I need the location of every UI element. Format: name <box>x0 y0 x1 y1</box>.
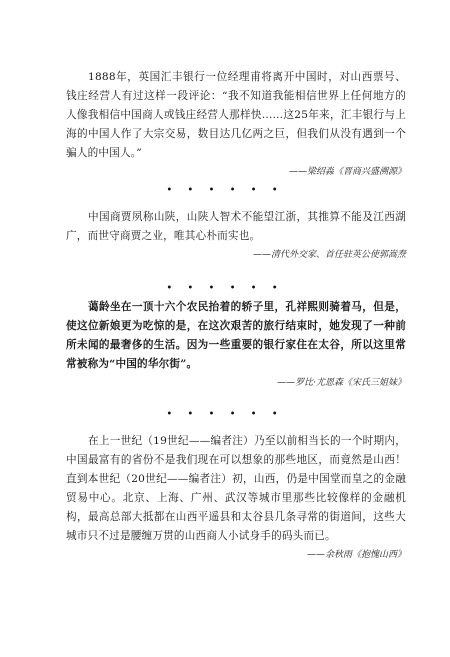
quote-text: 中国商贾夙称山陕，山陕人智术不能望江浙，其推算不能及江西湖广，而世守商贾之业，唯其心朴而实也。 <box>66 211 406 242</box>
quote-text: 1888年，英国汇丰银行一位经理甫将离开中国时，对山西票号、钱庄经营人有过这样一段评论：“我不知道我能相信世界上任何地方的人像我相信中国商人或钱庄经营人那样快……这25年来，汇丰银行与上海的中国人作了大宗交易，数目达几亿两之巨，但我们从没有遇到一个骗人的中国人。” <box>66 71 406 159</box>
quote-block-3 <box>66 298 406 390</box>
quote-attribution: ——清代外交家、首任驻英公使郭嵩焘 <box>252 250 406 260</box>
quote-block-4 <box>66 432 406 562</box>
section-separator: • • • • • • <box>166 283 284 294</box>
quote-attribution: ——梁绍淼《晋商兴盛溯源》 <box>288 167 406 177</box>
quote-attribution: ——余秋雨《抱愧山西》 <box>306 550 406 560</box>
section-separator: • • • • • • <box>166 185 284 196</box>
quote-block-2 <box>66 208 406 262</box>
section-separator: • • • • • • <box>166 409 284 420</box>
quote-text: 蔼龄坐在一顶十六个农民抬着的轿子里，孔祥熙则骑着马，但是，使这位新娘更为吃惊的是，在这次艰苦的旅行结束时，她发现了一种前所未闻的最奢侈的生活。因为一些重要的银行家住在太谷，所以这里常常被称为“中国的华尔街”。 <box>66 301 406 370</box>
quote-attribution: ——罗比·尤恩森《宋氏三姐妹》 <box>277 378 406 388</box>
quote-text: 在上一世纪（19世纪——编者注）乃至以前相当长的一个时期内，中国最富有的省份不是我们现在可以想象的那些地区，而竟然是山西！直到本世纪（20世纪——编者注）初，山西，仍是中国堂而皇之的金融贸易中心。北京、上海、广州、武汉等城市里那些比较像样的金融机构，最高总部大抵都在山西平遥县和太谷县几条寻常的街道间，这些大城市只不过是腰缠万贯的山西商人小试身手的码头而已。 <box>66 435 406 542</box>
quote-block-1 <box>66 68 406 179</box>
